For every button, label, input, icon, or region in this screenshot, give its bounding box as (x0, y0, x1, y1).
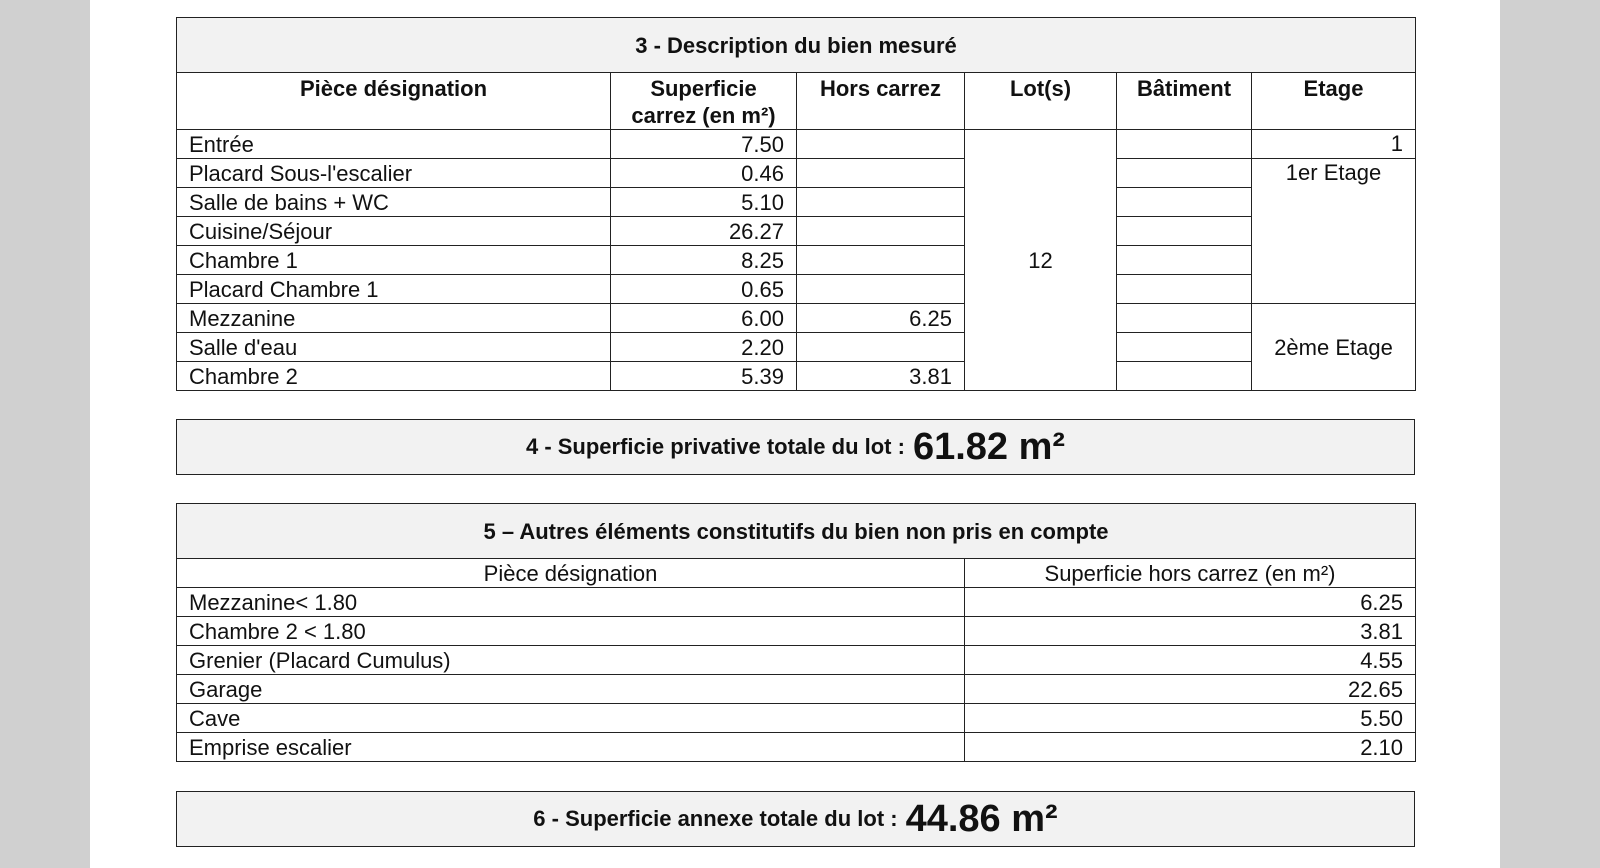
header-superficie (611, 73, 797, 130)
section5-title: 5 – Autres éléments constitutifs du bien non pris en compte (177, 504, 1416, 559)
table-row (177, 159, 1416, 188)
row-superficie: 0.46 (611, 159, 797, 188)
row-piece: Placard Sous-l'escalier (177, 159, 611, 188)
row-superficie: 2.20 (611, 333, 797, 362)
header-hors-carrez: Hors carrez (797, 73, 965, 130)
etage-2eme: 2ème Etage (1252, 304, 1416, 391)
table-row (177, 588, 1416, 617)
row-hors (797, 217, 965, 246)
row-superficie: 7.50 (611, 130, 797, 159)
row-superficie: 5.50 (965, 704, 1416, 733)
batiment-cell (1117, 159, 1252, 188)
row-hors (797, 246, 965, 275)
header-superficie-line1: Superficie (650, 76, 757, 101)
batiment-cell (1117, 188, 1252, 217)
row-piece: Grenier (Placard Cumulus) (177, 646, 965, 675)
section4-value: 61.82 m² (912, 425, 1066, 468)
row-hors (797, 130, 965, 159)
row-hors: 3.81 (797, 362, 965, 391)
section4-label: 4 - Superficie privative totale du lot : (525, 434, 905, 459)
row-hors: 6.25 (797, 304, 965, 333)
section5-header-piece: Pièce désignation (177, 559, 965, 588)
row-superficie: 5.10 (611, 188, 797, 217)
section4-total (176, 419, 1415, 475)
table-row (177, 333, 1416, 362)
etage-1er (1252, 159, 1416, 304)
batiment-cell (1117, 333, 1252, 362)
row-hors (797, 188, 965, 217)
row-piece: Salle de bains + WC (177, 188, 611, 217)
table-row (177, 646, 1416, 675)
row-hors (797, 333, 965, 362)
table-row (177, 246, 1416, 275)
table-row (177, 188, 1416, 217)
row-superficie: 26.27 (611, 217, 797, 246)
etage-number: 1 (1252, 130, 1416, 159)
row-superficie: 22.65 (965, 675, 1416, 704)
row-piece: Mezzanine< 1.80 (177, 588, 965, 617)
batiment-cell (1117, 217, 1252, 246)
header-batiment: Bâtiment (1117, 73, 1252, 130)
lot-cell: 12 (965, 130, 1117, 391)
batiment-cell (1117, 362, 1252, 391)
batiment-cell (1117, 275, 1252, 304)
batiment-cell (1117, 304, 1252, 333)
row-superficie: 6.25 (965, 588, 1416, 617)
row-piece: Garage (177, 675, 965, 704)
row-superficie: 3.81 (965, 617, 1416, 646)
row-piece: Emprise escalier (177, 733, 965, 762)
table-row (177, 617, 1416, 646)
table-row (177, 733, 1416, 762)
section6-label: 6 - Superficie annexe totale du lot : (533, 806, 898, 831)
table-row (177, 362, 1416, 391)
section6-value: 44.86 m² (905, 797, 1058, 840)
row-hors (797, 159, 965, 188)
batiment-cell (1117, 246, 1252, 275)
table-row (177, 217, 1416, 246)
row-superficie: 2.10 (965, 733, 1416, 762)
table-row (177, 130, 1416, 159)
row-piece: Placard Chambre 1 (177, 275, 611, 304)
section5-header-superficie: Superficie hors carrez (en m²) (965, 559, 1416, 588)
row-superficie: 4.55 (965, 646, 1416, 675)
section5-table (176, 503, 1416, 762)
row-superficie: 8.25 (611, 246, 797, 275)
section3-table (176, 17, 1416, 391)
etage-1er-label: 1er Etage (1285, 160, 1382, 185)
row-piece: Salle d'eau (177, 333, 611, 362)
row-piece: Entrée (177, 130, 611, 159)
batiment-cell (1117, 130, 1252, 159)
row-piece: Cave (177, 704, 965, 733)
header-lots: Lot(s) (965, 73, 1117, 130)
row-piece: Chambre 1 (177, 246, 611, 275)
document-page (90, 0, 1500, 868)
header-superficie-line2: carrez (en m²) (631, 103, 776, 128)
section3-title: 3 - Description du bien mesuré (177, 18, 1416, 73)
row-piece: Chambre 2 (177, 362, 611, 391)
row-superficie: 0.65 (611, 275, 797, 304)
section6-total (176, 791, 1415, 847)
row-piece: Chambre 2 < 1.80 (177, 617, 965, 646)
row-superficie: 6.00 (611, 304, 797, 333)
table-row (177, 275, 1416, 304)
header-piece: Pièce désignation (177, 73, 611, 130)
table-row (177, 304, 1416, 333)
row-piece: Cuisine/Séjour (177, 217, 611, 246)
table-row (177, 675, 1416, 704)
row-superficie: 5.39 (611, 362, 797, 391)
header-etage: Etage (1252, 73, 1416, 130)
row-hors (797, 275, 965, 304)
row-piece: Mezzanine (177, 304, 611, 333)
table-row (177, 704, 1416, 733)
